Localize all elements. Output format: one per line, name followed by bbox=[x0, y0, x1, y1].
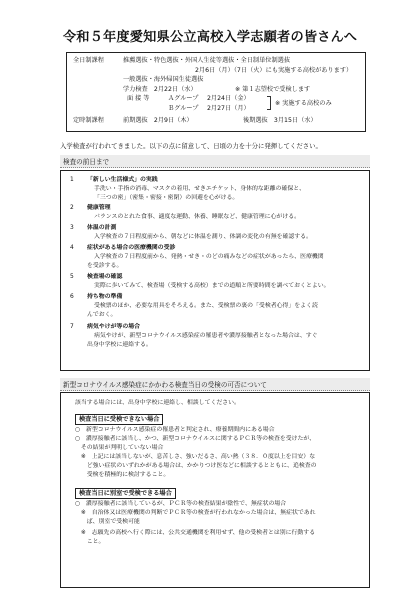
covid-line: ば、別室で受検可能 bbox=[75, 519, 140, 525]
item-number: 1 bbox=[70, 177, 74, 183]
schedule-general-text: 一般選抜・海外帰国生徒選抜 bbox=[123, 76, 204, 83]
item-number: 4 bbox=[70, 245, 74, 251]
schedule-fulltime-label: 全日制課程 bbox=[73, 57, 104, 64]
schedule-box bbox=[66, 52, 366, 132]
covid-line: ○ 濃厚接触者に該当し、かつ、新型コロナウイルスに関するＰＣＲ等の検査を受けたが、 bbox=[75, 436, 316, 442]
covid-line: ※ 自治体又は医療機関の判断でＰＣＲ等の検査が行われなかった場合は、無症状であれ bbox=[75, 510, 316, 516]
item-title: 体温の計測 bbox=[87, 225, 117, 231]
item-line: 「三つの密」（密集・密接・密閉）の回避を心がける。 bbox=[94, 195, 239, 201]
item-line: 手洗い・手指の消毒、マスクの着用、せきエチケット、身体的な距離の確保と、 bbox=[94, 186, 305, 192]
intro-text: 入学検査が行われてきました。以下の点に留意して、日頃の力を十分に発揮してください。 bbox=[60, 142, 322, 150]
schedule-group-a: Ａグループ bbox=[168, 95, 199, 102]
item-line: んでおく。 bbox=[87, 312, 117, 318]
item-title: 健康管理 bbox=[87, 205, 111, 211]
item-line: 入学検査の７日程度前から、発熱・せき・のどの痛みなどの症状があったら、医療機関 bbox=[94, 254, 324, 260]
item-line: 受検票のほか、必要な用具をそろえる。また、受検票の裏の「受検者心得」をよく読 bbox=[94, 303, 318, 309]
item-title: 病気やけが等の場合 bbox=[87, 324, 141, 330]
schedule-interview-label: 面 接 等 bbox=[127, 95, 150, 102]
section-heading-before-exam: 検査の前日まで bbox=[60, 155, 370, 168]
covid-box bbox=[60, 392, 370, 588]
schedule-exam-note: ※ 第１志望校で受検します bbox=[235, 85, 311, 93]
item-line: を受診する。 bbox=[87, 263, 123, 269]
schedule-parttime-label: 定時制課程 bbox=[73, 117, 104, 124]
schedule-exam-date: 学力検査 2月22日（水） bbox=[123, 85, 197, 93]
label-cannot-take-exam: 検査当日に受検できない場合 bbox=[75, 414, 163, 425]
covid-line: こと。 bbox=[75, 539, 105, 545]
item-title: 持ち物の準備 bbox=[87, 294, 123, 300]
item-line: 実際に歩いてみて、検査場（受検する高校）までの道順と所要時間を調べておくとよい。 bbox=[94, 283, 330, 289]
schedule-parttime-late: 後期選抜 3月15日（水） bbox=[243, 117, 317, 124]
item-line: 出身中学校に連絡する。 bbox=[87, 342, 152, 348]
covid-line: 受検を積極的に検討すること。 bbox=[75, 472, 170, 478]
schedule-recommend-date: 2月6日（月）（7日（火）にも実施する高校があります） bbox=[195, 66, 353, 74]
schedule-interview-note: ※ 実施する高校のみ bbox=[275, 99, 332, 107]
item-title: 検査場の確認 bbox=[87, 274, 123, 280]
item-number: 7 bbox=[70, 324, 74, 330]
covid-line: ど強い症状のいずれかがある場合は、かかりつけ医などに相談するとともに、追検査の bbox=[75, 463, 317, 469]
schedule-group-b: Ｂグループ bbox=[168, 104, 199, 112]
item-title: 症状がある場合の医療機関の受診 bbox=[87, 245, 176, 251]
covid-line: ※ 志願先の高校へ行く際には、公共交通機関を利用せず、他の受検者とは別に行動する bbox=[75, 530, 316, 536]
item-line: バランスのとれた食事、適度な運動、休養、睡眠など、健康管理に心がける。 bbox=[94, 214, 300, 220]
item-number: 5 bbox=[70, 274, 74, 280]
covid-lead: 該当する場合には、出身中学校に連絡し、相談してください。 bbox=[75, 400, 240, 406]
covid-line: ※ 上記には該当しないが、息苦しさ、強いだるさ、高い熱（３８．０度以上を目安）な bbox=[75, 454, 316, 460]
item-number: 6 bbox=[70, 294, 74, 300]
covid-line: その結果が判明していない場合 bbox=[75, 445, 164, 451]
item-line: 入学検査の７日程度前から、朝などに体温を測り、体調の変化の有無を確認する。 bbox=[94, 234, 312, 240]
covid-line: ○ 濃厚接触者に該当しているが、ＰＣＲ等の検査結果が陰性で、無症状の場合 bbox=[75, 501, 287, 507]
label-separate-room: 検査当日に別室で受検できる場合 bbox=[75, 488, 176, 499]
item-title: 「新しい生活様式」の実践 bbox=[87, 177, 158, 183]
item-line: 病気やけが、新型コロナウイルス感染症の罹患者や濃厚接触者となった場合は、すぐ bbox=[94, 333, 318, 339]
page-title: 令和５年度愛知県公立高校入学志願者の皆さんへ bbox=[62, 30, 358, 45]
schedule-parttime-early: 前期選抜 2月9日（木） bbox=[123, 117, 193, 124]
covid-line: ○ 新型コロナウイルス感染症の罹患者と判定され、療養期間内にある場合 bbox=[75, 427, 275, 433]
schedule-group-b-date: 2月27日（月） bbox=[207, 104, 250, 112]
schedule-group-a-date: 2月24日（金） bbox=[207, 95, 250, 102]
item-number: 2 bbox=[70, 205, 74, 211]
schedule-brace bbox=[267, 96, 271, 110]
before-exam-box bbox=[60, 170, 370, 371]
schedule-recommend-text: 推薦選抜・特色選抜・外国人生徒等選抜・全日制単位制選抜 bbox=[123, 57, 291, 64]
section-heading-covid: 新型コロナウイルス感染症にかかわる検査当日の受検の可否について bbox=[60, 378, 370, 391]
item-number: 3 bbox=[70, 225, 74, 231]
